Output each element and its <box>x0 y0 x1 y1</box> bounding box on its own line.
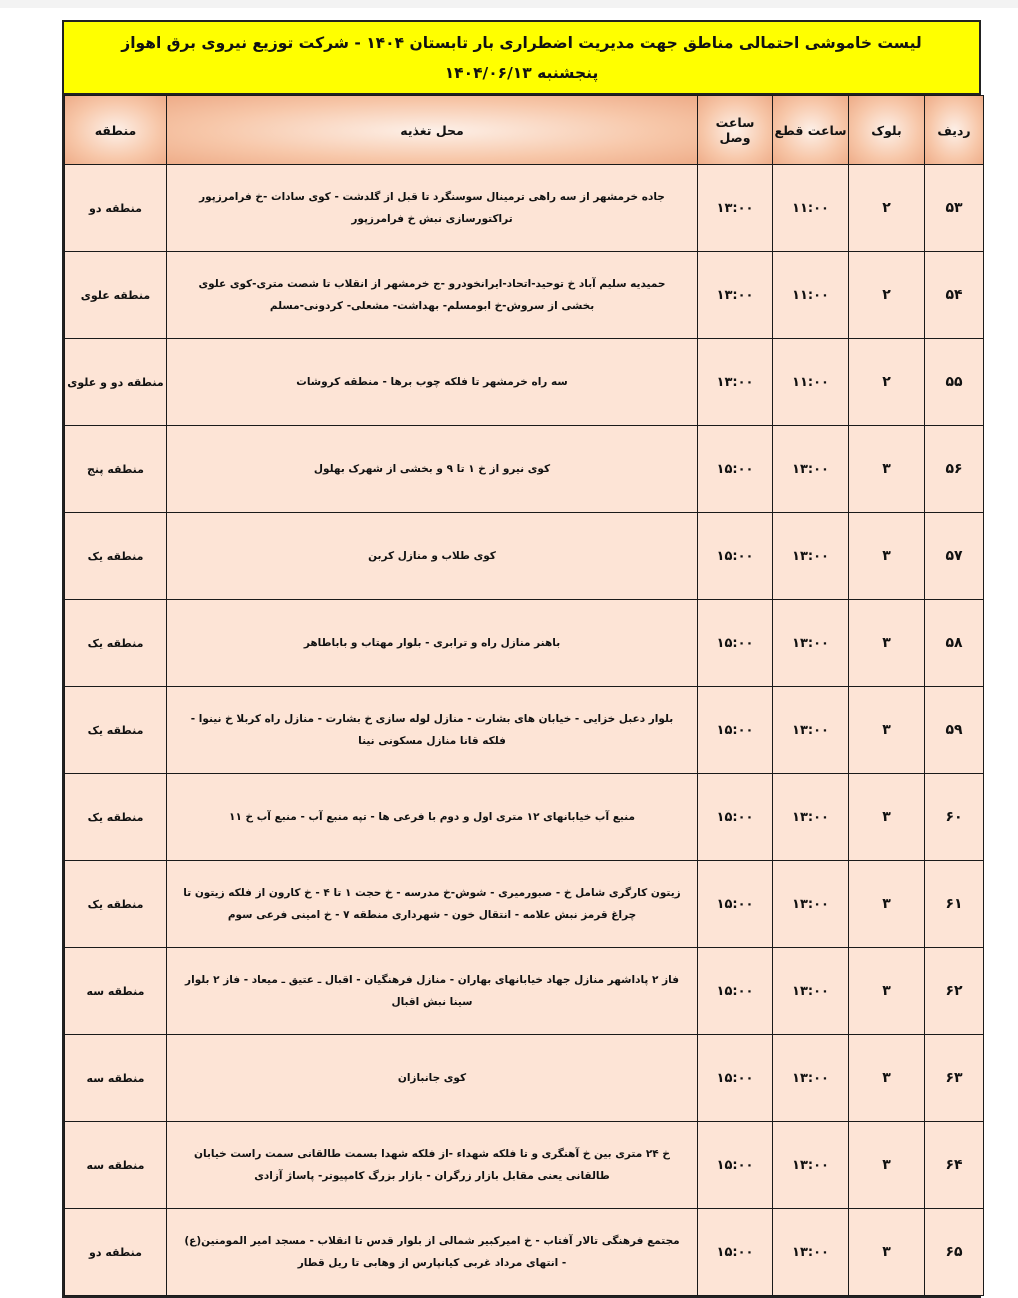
connect-time: ۱۵:۰۰ <box>698 1122 773 1209</box>
table-row <box>65 861 984 948</box>
feeder-location: حمیدیه سلیم آباد خ توحید-اتحاد-ایرانخودرو -ج خرمشهر از انقلاب تا شصت متری-کوی علوی بخشی از سروش-خ ابومسلم- بهداشت- مشعلی- کردونی-مسلم <box>167 252 698 339</box>
row-number: ۵۶ <box>925 426 984 513</box>
zone-name: منطقه یک <box>65 600 167 687</box>
block-number: ۲ <box>849 252 925 339</box>
cut-time: ۱۳:۰۰ <box>773 1035 849 1122</box>
row-number: ۶۰ <box>925 774 984 861</box>
row-number: ۶۲ <box>925 948 984 1035</box>
outage-schedule-sheet <box>62 20 981 1298</box>
zone-name: منطقه سه <box>65 1035 167 1122</box>
table-row <box>65 774 984 861</box>
table-row <box>65 948 984 1035</box>
zone-name: منطقه علوی <box>65 252 167 339</box>
top-bar <box>0 0 1018 8</box>
row-number: ۵۸ <box>925 600 984 687</box>
cut-time: ۱۱:۰۰ <box>773 252 849 339</box>
feeder-location: خ ۲۴ متری بین خ آهنگری و تا فلکه شهداء -از فلکه شهدا بسمت طالقانی سمت راست خیابان طالقانی یعنی مقابل بازار زرگران - بازار بزرگ کامپیوتر- پاساژ آزادی <box>167 1122 698 1209</box>
cut-time: ۱۳:۰۰ <box>773 426 849 513</box>
table-row <box>65 426 984 513</box>
connect-time: ۱۳:۰۰ <box>698 165 773 252</box>
cut-time: ۱۱:۰۰ <box>773 339 849 426</box>
connect-time: ۱۵:۰۰ <box>698 1209 773 1296</box>
feeder-location: زیتون کارگری شامل خ - صبورمیری - شوش-خ مدرسه - خ حجت ۱ تا ۴ - خ کارون از فلکه زیتون تا چراغ قرمز نبش علامه - انتقال خون - شهرداری منطقه ۷ - خ امینی فرعی سوم <box>167 861 698 948</box>
table-body <box>65 165 984 1296</box>
zone-name: منطقه یک <box>65 861 167 948</box>
block-number: ۳ <box>849 1122 925 1209</box>
connect-time: ۱۵:۰۰ <box>698 774 773 861</box>
table-row <box>65 687 984 774</box>
header-connect-time: ساعت وصل <box>698 96 773 165</box>
row-number: ۵۵ <box>925 339 984 426</box>
cut-time: ۱۳:۰۰ <box>773 1122 849 1209</box>
table-row <box>65 1122 984 1209</box>
row-number: ۶۵ <box>925 1209 984 1296</box>
row-number: ۵۷ <box>925 513 984 600</box>
block-number: ۳ <box>849 600 925 687</box>
feeder-location: کوی نیرو از خ ۱ تا ۹ و بخشی از شهرک بهلول <box>167 426 698 513</box>
row-number: ۵۳ <box>925 165 984 252</box>
table-row <box>65 165 984 252</box>
connect-time: ۱۵:۰۰ <box>698 687 773 774</box>
feeder-location: جاده خرمشهر از سه راهی ترمینال سوسنگرد تا قبل از گلدشت - کوی سادات -خ فرامرزپور تراکتورسازی نبش خ فرامرزپور <box>167 165 698 252</box>
connect-time: ۱۵:۰۰ <box>698 600 773 687</box>
connect-time: ۱۵:۰۰ <box>698 1035 773 1122</box>
block-number: ۲ <box>849 165 925 252</box>
cut-time: ۱۳:۰۰ <box>773 513 849 600</box>
document-date: پنجشنبه ۱۴۰۴/۰۶/۱۳ <box>444 63 599 82</box>
feeder-location: باهنر منازل راه و ترابری - بلوار مهتاب و باباطاهر <box>167 600 698 687</box>
table-row <box>65 1209 984 1296</box>
zone-name: منطقه پنج <box>65 426 167 513</box>
zone-name: منطقه دو <box>65 165 167 252</box>
block-number: ۳ <box>849 1209 925 1296</box>
table-row <box>65 600 984 687</box>
cut-time: ۱۳:۰۰ <box>773 861 849 948</box>
connect-time: ۱۵:۰۰ <box>698 513 773 600</box>
zone-name: منطقه یک <box>65 687 167 774</box>
header-zone: منطقه <box>65 96 167 165</box>
row-number: ۵۴ <box>925 252 984 339</box>
cut-time: ۱۳:۰۰ <box>773 774 849 861</box>
outage-table <box>64 95 984 1296</box>
feeder-location: کوی طلاب و منازل کربن <box>167 513 698 600</box>
row-number: ۵۹ <box>925 687 984 774</box>
block-number: ۳ <box>849 774 925 861</box>
feeder-location: بلوار دعبل خزایی - خیابان های بشارت - منازل لوله سازی خ بشارت - منازل راه کربلا خ نینوا - فلکه قانا منازل مسکونی نینا <box>167 687 698 774</box>
title-banner <box>64 22 979 95</box>
connect-time: ۱۳:۰۰ <box>698 252 773 339</box>
block-number: ۳ <box>849 687 925 774</box>
zone-name: منطقه دو و علوی <box>65 339 167 426</box>
table-row <box>65 513 984 600</box>
feeder-location: مجتمع فرهنگی تالار آفتاب - خ امیرکبیر شمالی از بلوار قدس تا انقلاب - مسجد امیر المومنین(ع) - انتهای مرداد غربی کیانپارس از وهابی تا ریل قطار <box>167 1209 698 1296</box>
block-number: ۳ <box>849 948 925 1035</box>
cut-time: ۱۳:۰۰ <box>773 600 849 687</box>
table-row <box>65 252 984 339</box>
header-feeder-location: محل تغذیه <box>167 96 698 165</box>
block-number: ۳ <box>849 861 925 948</box>
table-row <box>65 1035 984 1122</box>
row-number: ۶۳ <box>925 1035 984 1122</box>
cut-time: ۱۱:۰۰ <box>773 165 849 252</box>
connect-time: ۱۵:۰۰ <box>698 861 773 948</box>
connect-time: ۱۳:۰۰ <box>698 339 773 426</box>
feeder-location: کوی جانبازان <box>167 1035 698 1122</box>
connect-time: ۱۵:۰۰ <box>698 426 773 513</box>
row-number: ۶۴ <box>925 1122 984 1209</box>
zone-name: منطقه یک <box>65 513 167 600</box>
block-number: ۲ <box>849 339 925 426</box>
zone-name: منطقه دو <box>65 1209 167 1296</box>
connect-time: ۱۵:۰۰ <box>698 948 773 1035</box>
cut-time: ۱۳:۰۰ <box>773 948 849 1035</box>
header-row-no: ردیف <box>925 96 984 165</box>
zone-name: منطقه سه <box>65 948 167 1035</box>
cut-time: ۱۳:۰۰ <box>773 687 849 774</box>
header-block: بلوک <box>849 96 925 165</box>
block-number: ۳ <box>849 426 925 513</box>
header-row <box>65 96 984 165</box>
feeder-location: منبع آب خیابانهای ۱۲ متری اول و دوم با فرعی ها - تپه منبع آب - منبع آب خ ۱۱ <box>167 774 698 861</box>
header-cut-time: ساعت قطع <box>773 96 849 165</box>
feeder-location: سه راه خرمشهر تا فلکه چوب برها - منطقه کروشات <box>167 339 698 426</box>
block-number: ۳ <box>849 1035 925 1122</box>
block-number: ۳ <box>849 513 925 600</box>
table-row <box>65 339 984 426</box>
cut-time: ۱۳:۰۰ <box>773 1209 849 1296</box>
feeder-location: فاز ۲ پاداشهر منازل جهاد خیابانهای بهاران - منازل فرهنگیان - اقبال ـ عتیق ـ میعاد - فاز ۲ بلوار سینا نبش اقبال <box>167 948 698 1035</box>
row-number: ۶۱ <box>925 861 984 948</box>
zone-name: منطقه سه <box>65 1122 167 1209</box>
zone-name: منطقه یک <box>65 774 167 861</box>
document-title: لیست خاموشی احتمالی مناطق جهت مدیریت اضطراری بار تابستان ۱۴۰۴ - شرکت توزیع نیروی برق اهواز <box>121 33 922 52</box>
